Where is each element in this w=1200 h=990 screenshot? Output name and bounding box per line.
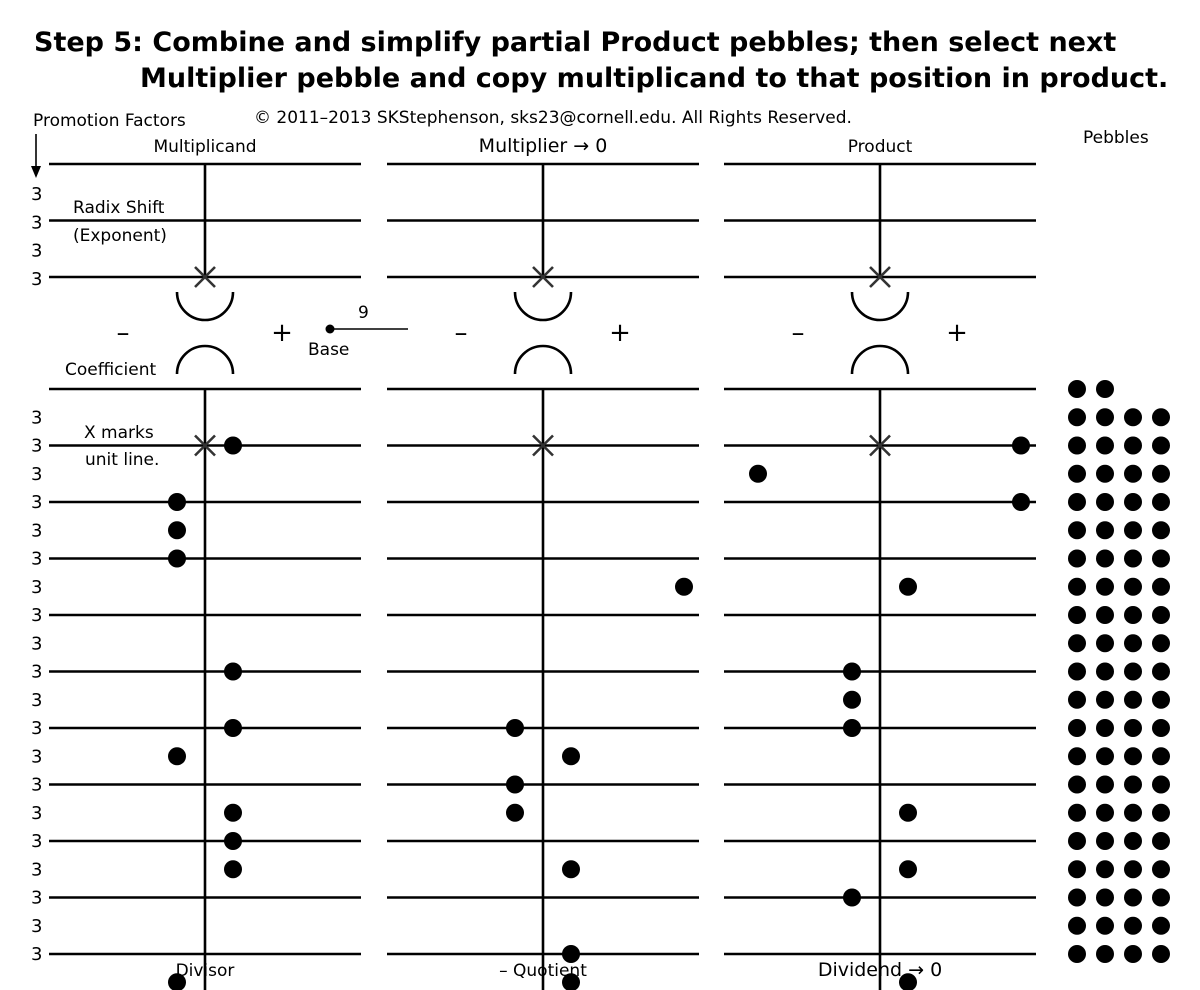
multiplier-lower-cap-icon	[515, 346, 571, 374]
pebbles-label: Pebbles	[1083, 128, 1149, 148]
column-product	[724, 137, 1036, 990]
multiplicand-pebble[interactable]	[168, 493, 186, 511]
multiplier-exponent-section	[387, 164, 699, 287]
multiplier-minus-sign: –	[454, 318, 468, 348]
supply-pebble[interactable]	[1124, 408, 1142, 426]
multiplicand-top-label: Multiplicand	[153, 137, 257, 157]
base-label: Base	[308, 340, 350, 360]
supply-pebble[interactable]	[1096, 550, 1114, 568]
product-minus-sign: –	[791, 318, 805, 348]
supply-pebble[interactable]	[1152, 832, 1170, 850]
supply-pebble[interactable]	[1124, 832, 1142, 850]
supply-pebble[interactable]	[1068, 945, 1086, 963]
supply-pebble[interactable]	[1152, 776, 1170, 794]
supply-pebble[interactable]	[1068, 889, 1086, 907]
supply-pebble[interactable]	[1096, 521, 1114, 539]
supply-pebble[interactable]	[1068, 380, 1086, 398]
supply-pebble[interactable]	[1152, 437, 1170, 455]
supply-pebble[interactable]	[1068, 465, 1086, 483]
supply-pebble[interactable]	[1068, 578, 1086, 596]
supply-pebble[interactable]	[1152, 945, 1170, 963]
supply-pebble[interactable]	[1096, 408, 1114, 426]
base-value: 9	[358, 303, 369, 323]
product-bottom-label: Dividend → 0	[817, 959, 943, 981]
coefficient-promotion-factor: 3	[31, 633, 43, 655]
supply-pebble[interactable]	[1068, 606, 1086, 624]
multiplier-pebble[interactable]	[506, 719, 524, 737]
product-exponent-section	[724, 164, 1036, 287]
multiplicand-minus-sign: –	[116, 318, 130, 348]
title-line-2: Multiplier pebble and copy multiplicand to that position in product.	[140, 63, 1169, 94]
product-pebble[interactable]	[1012, 493, 1030, 511]
supply-pebble[interactable]	[1152, 521, 1170, 539]
multiplicand-pebble[interactable]	[168, 747, 186, 765]
multiplicand-upper-cup-icon	[177, 292, 233, 320]
title-line-1: Step 5: Combine and simplify partial Product pebbles; then select next	[34, 27, 1117, 58]
supply-pebble[interactable]	[1096, 380, 1114, 398]
multiplier-pebble[interactable]	[506, 804, 524, 822]
product-coefficient-section	[724, 389, 1036, 990]
coefficient-promotion-factor: 3	[31, 548, 43, 570]
multiplicand-pebble[interactable]	[224, 804, 242, 822]
supply-pebble[interactable]	[1124, 691, 1142, 709]
coefficient-promotion-factor: 3	[31, 887, 43, 909]
supply-pebble[interactable]	[1124, 578, 1142, 596]
column-multiplicand	[49, 137, 361, 990]
coefficient-promotion-factor: 3	[31, 605, 43, 626]
coefficient-promotion-factor: 3	[31, 463, 43, 485]
supply-pebble[interactable]	[1096, 889, 1114, 907]
supply-pebble[interactable]	[1068, 521, 1086, 539]
supply-pebble[interactable]	[1068, 776, 1086, 794]
supply-pebble[interactable]	[1152, 719, 1170, 737]
product-pebble[interactable]	[843, 663, 861, 681]
coefficient-label: Coefficient	[65, 360, 157, 380]
supply-pebble[interactable]	[1096, 917, 1114, 935]
supply-pebble[interactable]	[1068, 663, 1086, 681]
supply-pebble[interactable]	[1096, 691, 1114, 709]
supply-pebble[interactable]	[1124, 521, 1142, 539]
supply-pebble[interactable]	[1152, 465, 1170, 483]
multiplicand-plus-sign: +	[271, 318, 293, 348]
supply-pebble[interactable]	[1096, 804, 1114, 822]
coefficient-promotion-factor: 3	[31, 492, 43, 513]
coefficient-promotion-factor: 3	[31, 774, 43, 796]
supply-pebble[interactable]	[1124, 776, 1142, 794]
supply-pebble[interactable]	[1096, 663, 1114, 681]
supply-pebble[interactable]	[1096, 437, 1114, 455]
multiplier-pebble[interactable]	[562, 860, 580, 878]
supply-pebble[interactable]	[1068, 860, 1086, 878]
product-pebble[interactable]	[1012, 437, 1030, 455]
product-top-label: Product	[847, 137, 913, 157]
supply-pebble[interactable]	[1096, 634, 1114, 652]
coefficient-promotion-factor: 3	[31, 520, 43, 542]
multiplicand-pebble[interactable]	[224, 663, 242, 681]
supply-pebble[interactable]	[1068, 719, 1086, 737]
multiplier-bottom-label: – Quotient	[499, 961, 587, 981]
supply-pebble[interactable]	[1096, 719, 1114, 737]
coefficient-promotion-factor: 3	[31, 944, 43, 965]
supply-pebble[interactable]	[1124, 606, 1142, 624]
supply-pebble[interactable]	[1124, 465, 1142, 483]
supply-pebble[interactable]	[1152, 550, 1170, 568]
supply-pebble[interactable]	[1124, 945, 1142, 963]
product-pebble[interactable]	[899, 804, 917, 822]
supply-pebble[interactable]	[1124, 719, 1142, 737]
supply-pebble[interactable]	[1152, 691, 1170, 709]
supply-pebble[interactable]	[1068, 747, 1086, 765]
exponent-promotion-factor: 3	[31, 268, 43, 290]
column-multiplier	[387, 135, 699, 990]
multiplier-plus-sign: +	[609, 318, 631, 348]
supply-pebble[interactable]	[1152, 606, 1170, 624]
exponent-promotion-factor: 3	[31, 212, 43, 234]
product-upper-cup-icon	[852, 292, 908, 320]
supply-pebble[interactable]	[1096, 493, 1114, 511]
coefficient-promotion-factor: 3	[31, 915, 43, 937]
supply-pebble[interactable]	[1152, 889, 1170, 907]
product-lower-cap-icon	[852, 346, 908, 374]
product-pebble[interactable]	[899, 860, 917, 878]
multiplicand-lower-cap-icon	[177, 346, 233, 374]
supply-pebble[interactable]	[1124, 917, 1142, 935]
multiplier-upper-cup-icon	[515, 292, 571, 320]
supply-pebble[interactable]	[1152, 747, 1170, 765]
product-pebble[interactable]	[749, 465, 767, 483]
coefficient-promotion-factor: 3	[31, 407, 43, 429]
coefficient-promotion-factor: 3	[31, 576, 43, 598]
supply-pebble[interactable]	[1152, 634, 1170, 652]
supply-pebble[interactable]	[1068, 691, 1086, 709]
supply-pebble[interactable]	[1152, 860, 1170, 878]
supply-pebble[interactable]	[1124, 747, 1142, 765]
pebble-supply	[1068, 380, 1170, 963]
radix-shift-label: Radix Shift	[73, 198, 165, 218]
supply-pebble[interactable]	[1124, 634, 1142, 652]
multiplier-pebble[interactable]	[675, 578, 693, 596]
x-marks-label: X marks	[84, 423, 154, 443]
multiplier-coefficient-section	[387, 389, 699, 990]
columns-layer	[49, 135, 1036, 990]
supply-pebble[interactable]	[1124, 860, 1142, 878]
multiplicand-bottom-label: Divisor	[175, 961, 235, 981]
multiplicand-pebble[interactable]	[168, 521, 186, 539]
supply-pebble[interactable]	[1096, 606, 1114, 624]
supply-pebble[interactable]	[1124, 889, 1142, 907]
supply-pebble[interactable]	[1068, 832, 1086, 850]
promotion-factors	[31, 184, 42, 965]
coefficient-promotion-factor: 3	[31, 802, 43, 824]
multiplicand-pebble[interactable]	[224, 832, 242, 850]
supply-pebble[interactable]	[1096, 776, 1114, 794]
coefficient-promotion-factor: 3	[31, 689, 43, 711]
supply-pebble[interactable]	[1124, 804, 1142, 822]
coefficient-promotion-factor: 3	[31, 661, 43, 683]
product-pebble[interactable]	[899, 578, 917, 596]
copyright-notice: © 2011–2013 SKStephenson, sks23@cornell.edu. All Rights Reserved.	[254, 108, 852, 128]
supply-pebble[interactable]	[1152, 493, 1170, 511]
supply-pebble[interactable]	[1096, 465, 1114, 483]
promotion-arrow-icon	[31, 134, 41, 178]
exponent-promotion-factor: 3	[31, 240, 43, 262]
supply-pebble[interactable]	[1152, 663, 1170, 681]
multiplicand-pebble[interactable]	[224, 860, 242, 878]
exponent-promotion-factor: 3	[31, 184, 43, 205]
supply-pebble[interactable]	[1068, 550, 1086, 568]
supply-pebble[interactable]	[1068, 917, 1086, 935]
supply-pebble[interactable]	[1068, 493, 1086, 511]
multiplier-top-label: Multiplier → 0	[478, 135, 608, 157]
supply-pebble[interactable]	[1152, 917, 1170, 935]
supply-pebble[interactable]	[1096, 860, 1114, 878]
multiplicand-pebble[interactable]	[224, 437, 242, 455]
supply-pebble[interactable]	[1068, 437, 1086, 455]
supply-pebble[interactable]	[1068, 408, 1086, 426]
multiplicand-coefficient-section	[49, 389, 361, 990]
product-plus-sign: +	[946, 318, 968, 348]
exponent-label: (Exponent)	[73, 226, 167, 246]
supply-pebble[interactable]	[1152, 804, 1170, 822]
product-pebble[interactable]	[843, 719, 861, 737]
coefficient-promotion-factor: 3	[31, 435, 43, 457]
unit-line-label: unit line.	[85, 450, 160, 470]
supply-pebble[interactable]	[1068, 804, 1086, 822]
supply-pebble[interactable]	[1152, 408, 1170, 426]
supply-pebble[interactable]	[1096, 747, 1114, 765]
multiplier-pebble[interactable]	[562, 747, 580, 765]
supply-pebble[interactable]	[1124, 550, 1142, 568]
supply-pebble[interactable]	[1152, 578, 1170, 596]
supply-pebble[interactable]	[1124, 663, 1142, 681]
promotion-factors-label: Promotion Factors	[33, 111, 186, 131]
base-indicator	[308, 303, 408, 360]
multiplicand-pebble[interactable]	[168, 550, 186, 568]
coefficient-promotion-factor: 3	[31, 718, 43, 739]
supply-pebble[interactable]	[1124, 437, 1142, 455]
multiplier-pebble[interactable]	[506, 776, 524, 794]
supply-pebble[interactable]	[1124, 493, 1142, 511]
supply-pebble[interactable]	[1068, 634, 1086, 652]
product-pebble[interactable]	[843, 889, 861, 907]
coefficient-promotion-factor: 3	[31, 859, 43, 881]
product-pebble[interactable]	[843, 691, 861, 709]
coefficient-promotion-factor: 3	[31, 831, 43, 852]
supply-pebble[interactable]	[1096, 945, 1114, 963]
supply-pebble[interactable]	[1096, 578, 1114, 596]
multiplicand-pebble[interactable]	[224, 719, 242, 737]
coefficient-promotion-factor: 3	[31, 746, 43, 768]
supply-pebble[interactable]	[1096, 832, 1114, 850]
